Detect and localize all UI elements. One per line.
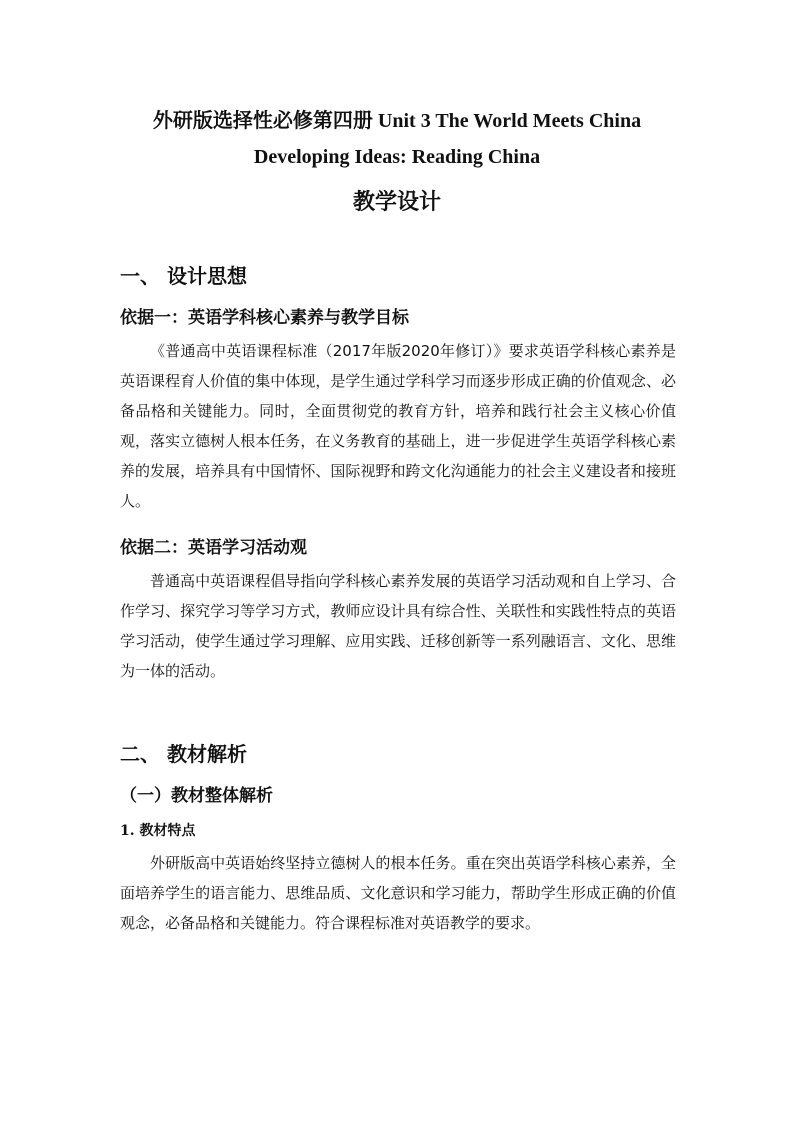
basis-2-heading: 依据二：英语学习活动观	[120, 538, 307, 558]
item-1-paragraph: 外研版高中英语始终坚持立德树人的根本任务。重在突出英语学科核心素养，全面培养学生的语言能力、思维品质、文化意识和学习能力，帮助学生形成正确的价值观念，必备品格和关键能力。符合课程标准对英语教学的要求。	[120, 854, 676, 932]
basis-1-paragraph: 《普通高中英语课程标准（2017年版2020年修订）》要求英语学科核心素养是英语课程育人价值的集中体现，是学生通过学科学习而逐步形成正确的价值观念、必备品格和关键能力。同时，全面贯彻党的教育方针，培养和践行社会主义核心价值观，落实立德树人根本任务，在义务教育的基础上，进一步促进学生英语学科核心素养的发展，培养具有中国情怀、国际视野和跨文化沟通能力的社会主义建设者和接班人。	[120, 342, 676, 510]
basis-2-paragraph: 普通高中英语课程倡导指向学科核心素养发展的英语学习活动观和自上学习、合作学习、探究学习等学习方式，教师应设计具有综合性、关联性和实践性特点的英语学习活动，使学生通过学习理解、应用实践、迁移创新等一系列融语言、文化、思维为一体的活动。	[120, 572, 676, 680]
basis-1-heading: 依据一：英语学科核心素养与教学目标	[120, 308, 409, 328]
document-title-line-3: 教学设计	[352, 189, 441, 214]
subsection-1-heading: （一）教材整体解析	[120, 786, 273, 806]
section-2-heading: 二、 教材解析	[120, 742, 247, 766]
document-title-line-1: 外研版选择性必修第四册 Unit 3 The World Meets China	[152, 110, 642, 132]
item-1-heading: 1. 教材特点	[120, 823, 196, 839]
section-1-heading: 一、 设计思想	[120, 264, 247, 288]
document-title-line-2: Developing Ideas: Reading China	[253, 146, 541, 168]
